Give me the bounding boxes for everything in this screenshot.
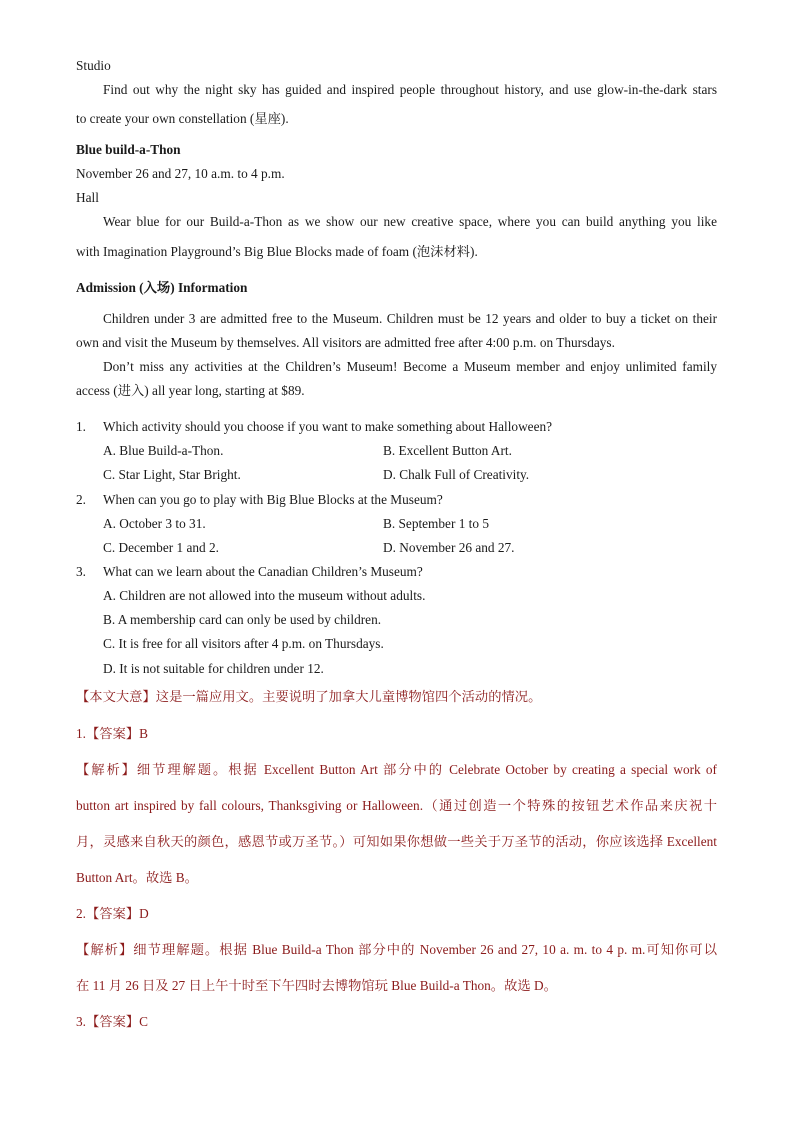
answer-option: B. Excellent Button Art.: [383, 443, 512, 458]
blue-build-a-thon-description-line1: Wear blue for our Build-a-Thon as we show our new creative space, where you can build anything you like: [103, 214, 717, 229]
explanation-2-line2: 在 11 月 26 日及 27 日上午十时至下午四时去博物馆玩 Blue Build-a Thon。故选 D。: [76, 978, 557, 993]
question-number: 1.: [76, 419, 86, 434]
admission-paragraph2-line2: access (进入) all year long, starting at $89.: [76, 383, 305, 398]
star-light-description-line1: Find out why the night sky has guided and inspired people throughout history, and use glow-in-the-dark stars: [103, 82, 717, 97]
explanation-2-line1: 【解析】细节理解题。根据 Blue Build-a Thon 部分中的 November 26 and 27, 10 a. m. to 4 p. m.可知你可以: [76, 942, 717, 957]
answer-2: 2.【答案】D: [76, 906, 149, 921]
star-light-description-line2: to create your own constellation (星座).: [76, 111, 289, 126]
blue-build-a-thon-location: Hall: [76, 190, 99, 205]
answer-option: A. Blue Build-a-Thon.: [103, 443, 224, 458]
admission-paragraph1-line1: Children under 3 are admitted free to the Museum. Children must be 12 years and older to buy a ticket on their: [103, 311, 717, 326]
answer-option: D. November 26 and 27.: [383, 540, 515, 555]
blue-build-a-thon-title: Blue build-a-Thon: [76, 142, 181, 157]
answer-option: B. September 1 to 5: [383, 516, 489, 531]
question-text: When can you go to play with Big Blue Blocks at the Museum?: [103, 492, 443, 507]
explanation-1-line4: Button Art。故选 B。: [76, 870, 198, 885]
blue-build-a-thon-date: November 26 and 27, 10 a.m. to 4 p.m.: [76, 166, 285, 181]
answer-option: C. Star Light, Star Bright.: [103, 467, 241, 482]
admission-paragraph2-line1: Don’t miss any activities at the Children’s Museum! Become a Museum member and enjoy unlimited family: [103, 359, 717, 374]
explanation-1-line3: 月，灵感来自秋天的颜色，感恩节或万圣节。）可知如果你想做一些关于万圣节的活动，你应该选择 Excellent: [76, 834, 717, 849]
explanation-1-line2: button art inspired by fall colours, Thanksgiving or Halloween.（通过创造一个特殊的按钮艺术作品来庆祝十: [76, 798, 717, 813]
answer-3: 3.【答案】C: [76, 1014, 149, 1029]
admission-paragraph1-line2: own and visit the Museum by themselves. All visitors are admitted free after 4:00 p.m. on Thursdays.: [76, 335, 615, 350]
blue-build-a-thon-description-line2: with Imagination Playground’s Big Blue Blocks made of foam (泡沫材料).: [76, 244, 478, 259]
answer-option: A. October 3 to 31.: [103, 516, 206, 531]
question-number: 3.: [76, 564, 86, 579]
admission-title: Admission (入场) Information: [76, 280, 248, 295]
answer-option: A. Children are not allowed into the museum without adults.: [103, 588, 426, 603]
question-text: Which activity should you choose if you want to make something about Halloween?: [103, 419, 553, 434]
explanation-1-line1: 【解析】细节理解题。根据 Excellent Button Art 部分中的 Celebrate October by creating a special work of: [76, 762, 717, 777]
question-number: 2.: [76, 492, 86, 507]
answer-option: D. Chalk Full of Creativity.: [383, 467, 530, 482]
question-text: What can we learn about the Canadian Children’s Museum?: [103, 564, 423, 579]
answer-option: B. A membership card can only be used by children.: [103, 612, 382, 627]
answer-1: 1.【答案】B: [76, 726, 149, 741]
passage-summary: 【本文大意】这是一篇应用文。主要说明了加拿大儿童博物馆四个活动的情况。: [76, 689, 542, 704]
answer-option: D. It is not suitable for children under 12.: [103, 661, 324, 676]
answer-option: C. December 1 and 2.: [103, 540, 219, 555]
star-light-location: Studio: [76, 58, 111, 73]
answer-option: C. It is free for all visitors after 4 p.m. on Thursdays.: [103, 636, 384, 651]
